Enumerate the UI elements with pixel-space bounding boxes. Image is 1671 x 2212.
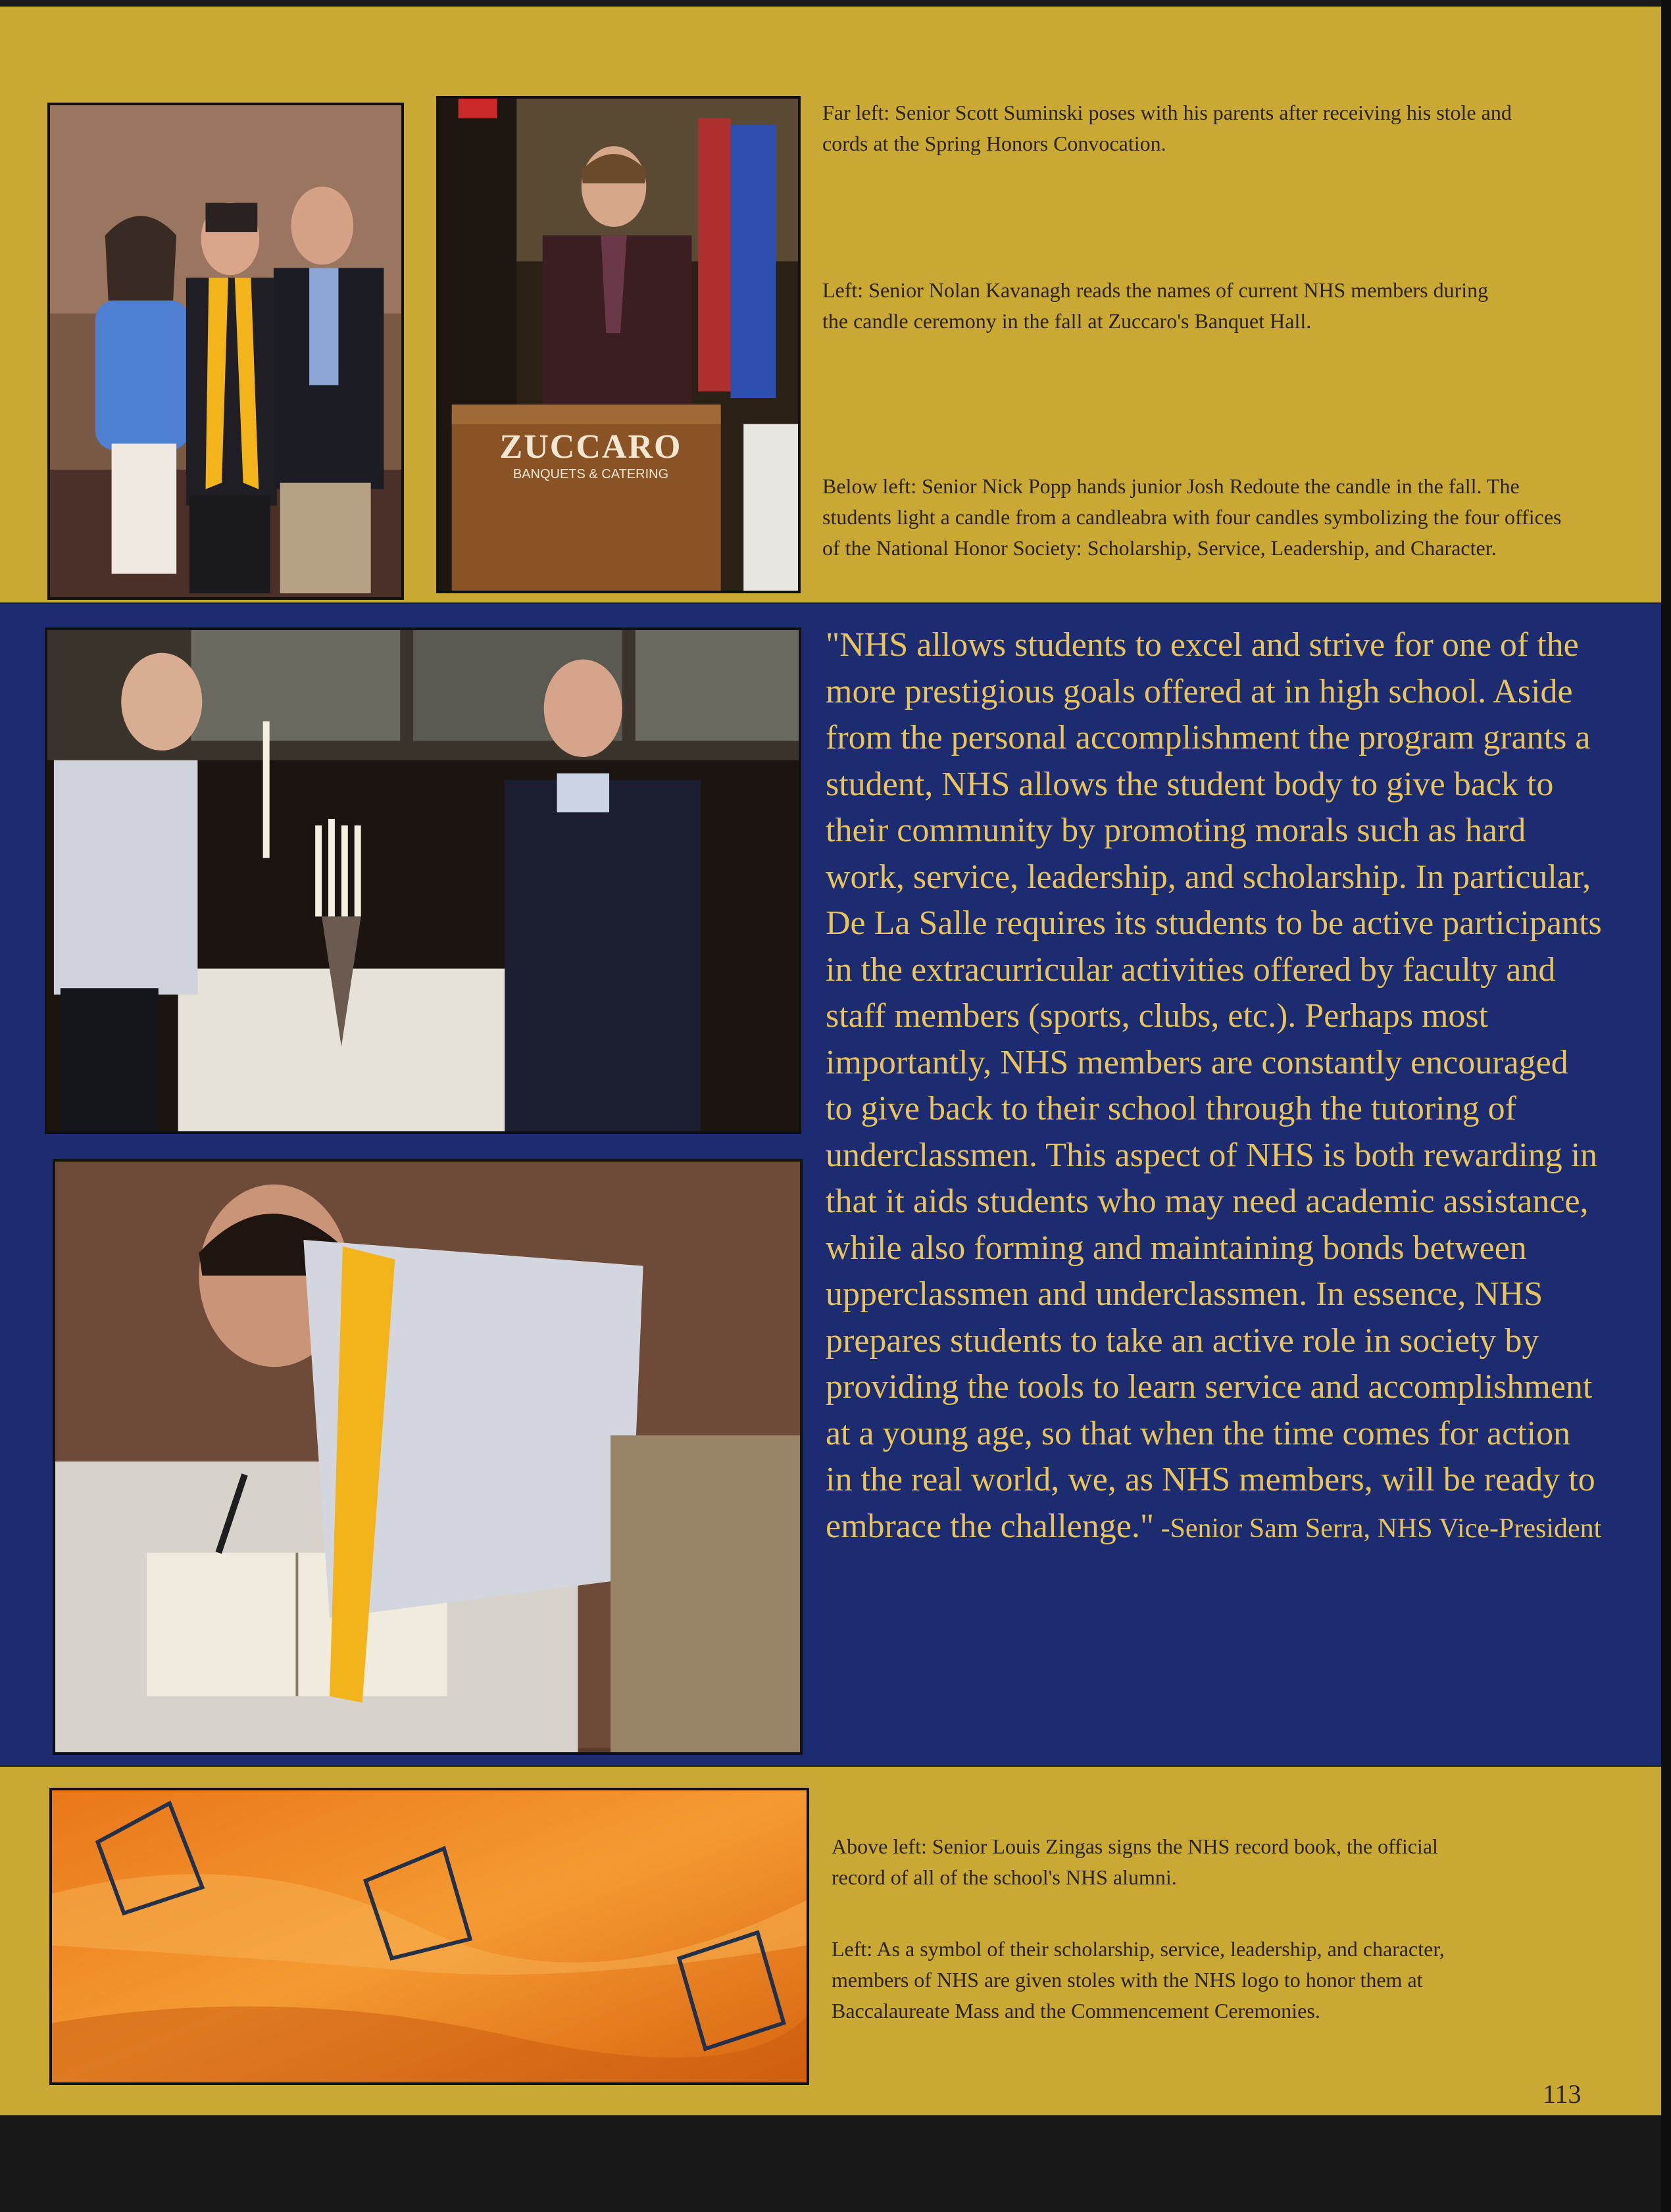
photo-zingas-signing — [53, 1159, 803, 1755]
page-right-edge — [1661, 0, 1671, 2212]
caption-left: Left: Senior Nolan Kavanagh reads the names of current NHS members during the candle ceremony in the fall at Zuccaro's Banquet Hall. — [822, 278, 1489, 333]
photo-candle-ceremony — [45, 627, 801, 1134]
caption-above-left: Above left: Senior Louis Zingas signs the NHS record book, the official record of all of the school's NHS alumni. — [832, 1834, 1438, 1889]
page-number: 113 — [1543, 2079, 1582, 2109]
caption-left-stoles: Left: As a symbol of their scholarship, service, leadership, and character, members of NHS are given stoles with the NHS logo to honor them at Baccalaureate Mass and the Commencement Ceremonies. — [832, 1937, 1445, 2023]
quote-attribution: -Senior Sam Serra, NHS Vice-President — [1154, 1513, 1602, 1544]
quote-text: "NHS allows students to excel and strive for one of the more prestigious goals offered at in high school. Aside from the personal accomplishment the program grants a student, NHS allows the student body to give back to their community by promoting morals such as hard work, service, leadership, and scholarship. In particular, De La Salle requires its students to be active participants in the extracurricular activities offered by faculty and staff members (sports, clubs, etc.). Perhaps most importantly, NHS members are constantly encouraged to give back to their school through the tutoring of underclassmen. This aspect of NHS is both rewarding in that it aids students who may need academic assistance, while also forming and maintaining bonds between upperclassmen and underclassmen. In essence, NHS prepares students to take an active role in society by providing the tools to learn service and accomplishment at a young age, so that when the time comes for action in the real world, we, as NHS members, will be ready to embrace the challenge." — [826, 626, 1602, 1545]
page-footer-shadow — [0, 2115, 1671, 2212]
podium-brand: ZUCCARO — [499, 428, 682, 466]
podium-sub: BANQUETS & CATERING — [512, 467, 669, 481]
caption-below-left: Below left: Senior Nick Popp hands junior Josh Redoute the candle in the fall. The students light a candle from a candleabra with four candles symbolizing the four offices of the National Honor Society: Scholarship, Service, Leadership, and Character. — [822, 474, 1562, 560]
photo-nhs-stoles — [49, 1788, 809, 2085]
caption-far-left: Far left: Senior Scott Suminski poses with his parents after receiving his stole and cords at the Spring Honors Convocation. — [822, 101, 1512, 155]
photo-kavanagh-podium — [436, 96, 801, 593]
nhs-quote — [826, 622, 1602, 1552]
photo-suminski-family — [47, 103, 404, 600]
